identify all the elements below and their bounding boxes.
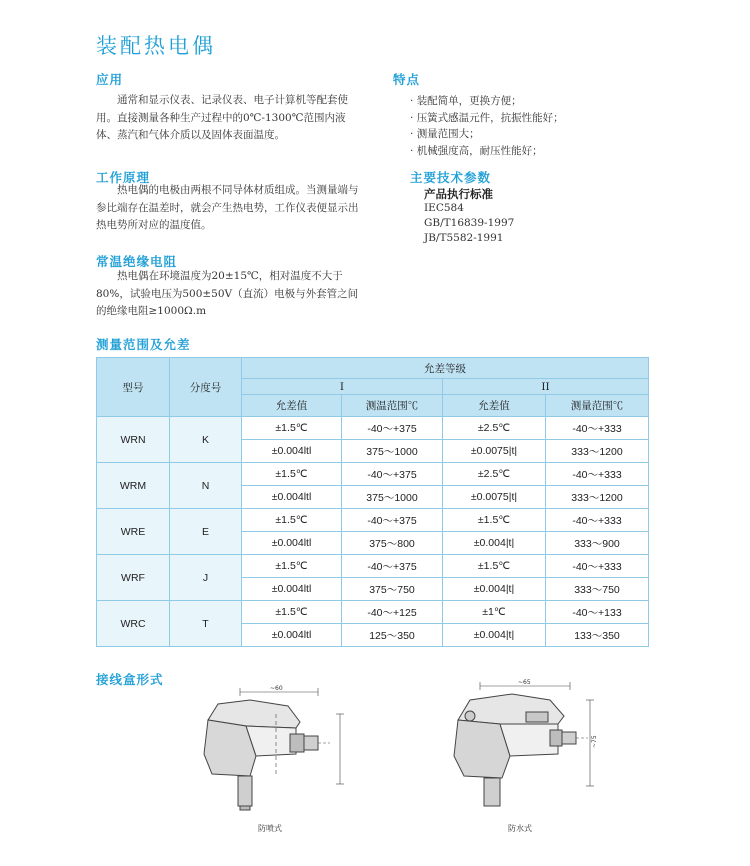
table-cell: ±1.5℃ — [443, 555, 546, 578]
table-cell: ±1.5℃ — [242, 463, 342, 486]
table-cell: ±2.5℃ — [443, 417, 546, 440]
table-row — [97, 555, 649, 578]
application-heading: 应用 — [96, 72, 124, 87]
col-header-range: 测温范围℃ — [342, 395, 443, 417]
col-header-model: 型号 — [97, 358, 170, 417]
table-cell: 333～750 — [546, 578, 649, 601]
class-2-header: II — [443, 379, 649, 395]
table-cell: ±0.004|t| — [443, 578, 546, 601]
table-cell: ±2.5℃ — [443, 463, 546, 486]
class-1-header: I — [242, 379, 443, 395]
model-cell: WRE — [97, 509, 170, 555]
dimension-label: ~75 — [591, 735, 598, 748]
table-row — [97, 417, 649, 440]
table-cell: ±0.004ltl — [242, 532, 342, 555]
standard-item: JB/T5582-1991 — [424, 232, 504, 244]
grad-cell: E — [170, 509, 242, 555]
table-cell: ±0.004ltl — [242, 578, 342, 601]
table-cell: -40～+375 — [342, 509, 443, 532]
table-cell: 133～350 — [546, 624, 649, 647]
table-cell: -40～+133 — [546, 601, 649, 624]
tech-heading: 主要技术参数 — [410, 170, 492, 185]
table-cell: ±1.5℃ — [242, 601, 342, 624]
table-cell: ±1.5℃ — [443, 509, 546, 532]
feature-item: · 装配简单，更换方便； — [410, 93, 690, 110]
table-cell: ±1.5℃ — [242, 555, 342, 578]
insulation-heading: 常温绝缘电阻 — [96, 254, 178, 269]
model-cell: WRN — [97, 417, 170, 463]
feature-item: · 压簧式感温元件，抗振性能好； — [410, 110, 690, 127]
table-cell: ±1℃ — [443, 601, 546, 624]
features-heading: 特点 — [393, 72, 421, 87]
table-cell: 333～1200 — [546, 440, 649, 463]
table-cell: ±0.0075|t| — [443, 440, 546, 463]
col-header-tol-value: 允差值 — [242, 395, 342, 417]
range-table-heading: 测量范围及允差 — [96, 337, 191, 352]
dimension-label: ~65 — [518, 679, 531, 686]
table-cell: ±0.004|t| — [443, 532, 546, 555]
table-cell: 375～800 — [342, 532, 443, 555]
dimension-label: ~60 — [270, 685, 283, 692]
features-list — [410, 93, 690, 159]
table-cell: -40～+375 — [342, 463, 443, 486]
splashproof-caption: 防喷式 — [258, 824, 282, 833]
table-row — [97, 463, 649, 486]
table-row — [97, 509, 649, 532]
application-text: 通常和显示仪表、记录仪表、电子计算机等配套使用。直接测量各种生产过程中的0℃-1300℃范围内液体、蒸汽和气体介质以及固体表面温度。 — [96, 94, 348, 141]
table-cell: -40～+333 — [546, 555, 649, 578]
table-cell: ±0.004ltl — [242, 486, 342, 509]
col-header-range: 测量范围℃ — [546, 395, 649, 417]
table-cell: ±0.004ltl — [242, 440, 342, 463]
standard-item: IEC584 — [424, 202, 464, 214]
grad-cell: K — [170, 417, 242, 463]
table-cell: -40～+333 — [546, 463, 649, 486]
table-cell: ±1.5℃ — [242, 509, 342, 532]
table-cell: -40～+333 — [546, 417, 649, 440]
model-cell: WRF — [97, 555, 170, 601]
table-cell: -40～+125 — [342, 601, 443, 624]
table-cell: 333～900 — [546, 532, 649, 555]
principle-text: 热电偶的电极由两根不同导体材质组成。当测量端与参比端存在温差时，就会产生热电势，工作仪表便显示出热电势所对应的温度值。 — [96, 184, 359, 231]
page-title: 装配热电偶 — [96, 34, 216, 58]
col-header-tol-value: 允差值 — [443, 395, 546, 417]
feature-item: · 机械强度高，耐压性能好； — [410, 143, 690, 160]
grad-cell: J — [170, 555, 242, 601]
table-cell: -40～+375 — [342, 417, 443, 440]
standards-heading: 产品执行标准 — [424, 187, 493, 201]
grad-cell: N — [170, 463, 242, 509]
waterproof-box-drawing — [440, 676, 610, 816]
table-cell: 125～350 — [342, 624, 443, 647]
table-cell: 333～1200 — [546, 486, 649, 509]
junction-heading: 接线盒形式 — [96, 672, 164, 687]
table-cell: ±1.5℃ — [242, 417, 342, 440]
col-header-grad: 分度号 — [170, 358, 242, 417]
principle-heading: 工作原理 — [96, 170, 151, 185]
table-cell: ±0.0075|t| — [443, 486, 546, 509]
table-row — [97, 601, 649, 624]
standard-item: GB/T16839-1997 — [424, 217, 515, 229]
waterproof-caption: 防水式 — [508, 824, 532, 833]
table-cell: -40～+333 — [546, 509, 649, 532]
col-header-tolerance: 允差等级 — [242, 358, 649, 379]
model-cell: WRM — [97, 463, 170, 509]
table-cell: 375～1000 — [342, 440, 443, 463]
table-cell: ±0.004|t| — [443, 624, 546, 647]
table-cell: -40～+375 — [342, 555, 443, 578]
table-cell: 375～1000 — [342, 486, 443, 509]
model-cell: WRC — [97, 601, 170, 647]
table-cell: ±0.004ltl — [242, 624, 342, 647]
splashproof-box-drawing — [190, 684, 360, 814]
table-cell: 375～750 — [342, 578, 443, 601]
feature-item: · 测量范围大； — [410, 126, 690, 143]
range-table — [96, 357, 649, 647]
grad-cell: T — [170, 601, 242, 647]
insulation-text: 热电偶在环境温度为20±15℃，相对温度不大于80%，试验电压为500±50V（直流）电极与外套管之间的绝缘电阻≥1000Ω.m — [96, 270, 359, 317]
